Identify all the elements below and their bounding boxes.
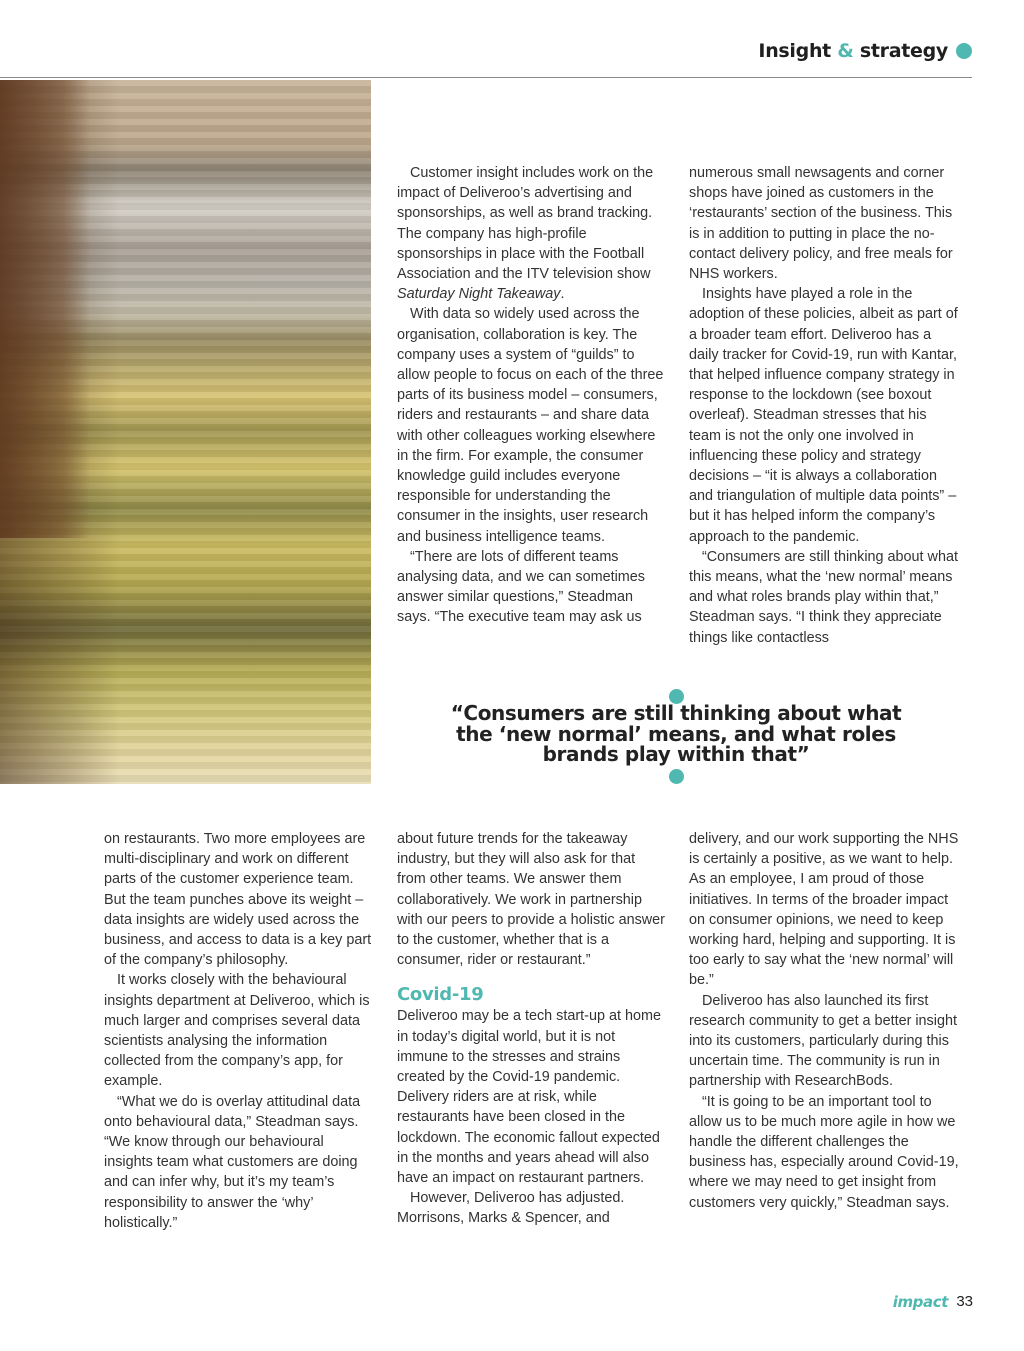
paragraph: on restaurants. Two more employees are multi-disciplinary and work on different parts of the customer experience team. But the team punches above its weight – data insights are widely used across the business, and access to data is a key part of the company’s philosophy. — [104, 831, 372, 969]
paragraph: “Consumers are still thinking about what this means, what the ‘new normal’ means and what roles brands play within that,” Steadman says. “I think they appreciate things like contactless — [689, 548, 958, 646]
article-column-2 — [689, 163, 959, 648]
paragraph — [397, 163, 665, 304]
photo-tree-trunk — [0, 80, 90, 538]
header-dot-icon — [956, 43, 972, 59]
paragraph: delivery, and our work supporting the NHS is certainly a positive, as we want to help. As an employee, I am proud of those initiatives. In terms of the broader impact on consumer opinions, we need to keep working hard, helping and supporting. It is too early to say what the ‘new normal’ will be.” — [689, 831, 959, 989]
paragraph: “It is going to be an important tool to allow us to be much more agile in how we handle the different challenges the business has, especially around Covid-19, where we may need to get insight from customers very quickly,” Steadman says. — [689, 1093, 959, 1211]
paragraph: It works closely with the behavioural insights department at Deliveroo, which is much larger and comprises several data scientists analysing the information collected from the company’s app, for example. — [104, 972, 370, 1090]
paragraph: Insights have played a role in the adoption of these policies, albeit as part of a broader team effort. Deliveroo has a daily tracker for Covid-19, run with Kantar, that helped influence company strategy in response to the lockdown (see boxout overleaf). Steadman stresses that his team is not the only one involved in influencing these policy and strategy decisions – “it is always a collaboration and triangulation of multiple data points” – but it has helped inform the company’s approach to the pandemic. — [689, 286, 958, 545]
page-header — [0, 38, 972, 78]
article-column-5 — [689, 829, 959, 1213]
paragraph: “What we do is overlay attitudinal data onto behavioural data,” Steadman says. “We know through our behavioural insights team what customers are doing and can infer why, but it’s my team’s responsibility to answer the ‘why’ holistically.” — [104, 1093, 361, 1231]
paragraph-text: . — [560, 286, 565, 303]
page-number: 33 — [956, 1293, 973, 1310]
article-column-4 — [397, 829, 665, 1229]
article-column-3 — [104, 829, 374, 1233]
paragraph: numerous small newsagents and corner shops have joined as customers in the ‘restaurants’ section of the business. This is in addition to putting in place the no-contact delivery policy, and free meals for NHS workers. — [689, 165, 953, 283]
section-title-part1: Insight — [758, 40, 838, 62]
article-column-1 — [397, 163, 665, 628]
paragraph: However, Deliveroo has adjusted. Morrisons, Marks & Spencer, and — [397, 1190, 625, 1227]
paragraph: about future trends for the takeaway industry, but they will also ask for that from other teams. We answer them collaboratively. We work in partnership with our peers to provide a holistic answer to the customer, whether that is a consumer, rider or restaurant.” — [397, 831, 665, 969]
pull-quote: “Consumers are still thinking about what the ‘new normal’ means, and what roles brands play within that” — [450, 701, 902, 766]
paragraph: Deliveroo may be a tech start-up at home in today’s digital world, but it is not immune to the stresses and strains created by the Covid-19 pandemic. Delivery riders are at risk, while restaurants have been closed in the lockdown. The economic fallout expected in the months and years ahead will also have an impact on restaurant partners. — [397, 1008, 661, 1187]
magazine-logo: impact — [892, 1293, 948, 1311]
section-title — [758, 40, 948, 62]
section-title-ampersand: & — [837, 40, 854, 62]
section-subheading: Covid-19 — [397, 984, 484, 1006]
paragraph: With data so widely used across the organisation, collaboration is key. The company uses a system of “guilds” to allow people to focus on each of the three parts of its business model – consumers, riders and restaurants – and share data with other colleagues working elsewhere in the firm. For example, the consumer knowledge guild includes everyone responsible for understanding the consumer in the insights, user research and business intelligence teams. — [397, 306, 664, 545]
show-title: Saturday Night Takeaway — [397, 286, 561, 303]
paragraph: Deliveroo has also launched its first research community to get a better insight into its customers, particularly during this uncertain time. The community is run in partnership with ResearchBods. — [689, 992, 957, 1090]
blurred-photo — [0, 80, 371, 784]
paragraph: “There are lots of different teams analysing data, and we can sometimes answer similar questions,” Steadman says. “The executive team may ask us — [397, 548, 645, 626]
section-title-part2: strategy — [853, 40, 948, 62]
paragraph-text: Customer insight includes work on the impact of Deliveroo’s advertising and sponsorships, as well as brand tracking. The company has high-profile sponsorships in place with the Football Association and the ITV television show — [397, 165, 654, 283]
pull-quote-bottom-dot-icon — [669, 769, 684, 784]
